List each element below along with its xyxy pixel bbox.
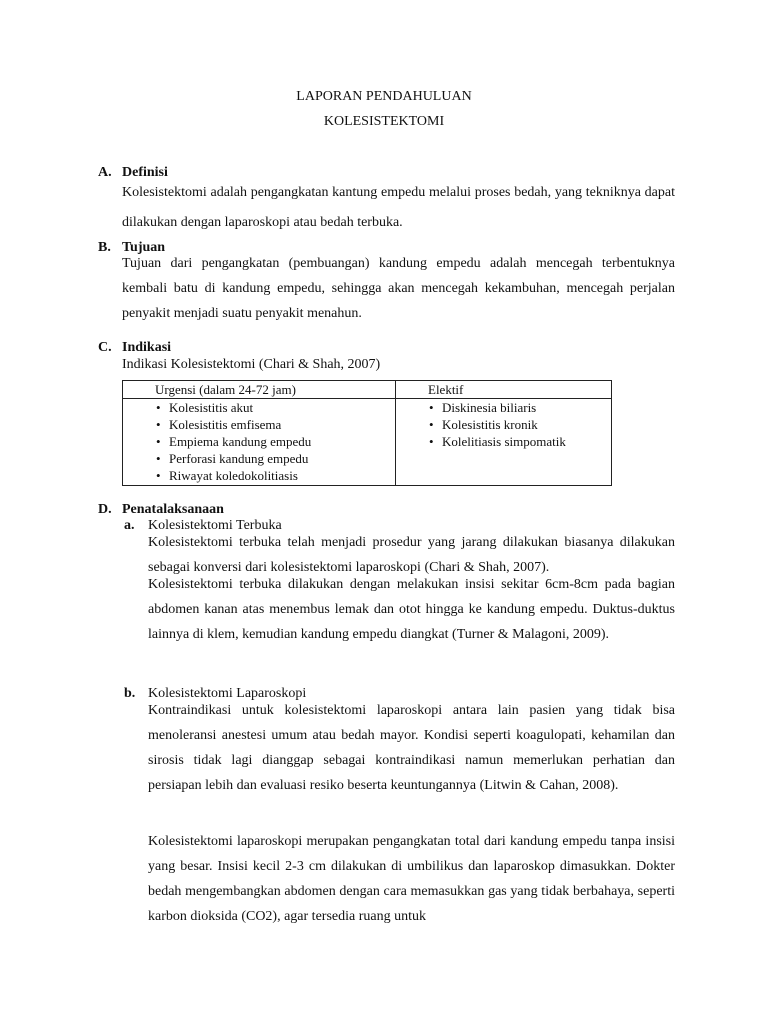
subsection-a-para2: Kolesistektomi terbuka dilakukan dengan melakukan insisi sekitar 6cm-8cm pada bagian abdomen kanan atas menembus lemak dan otot hingga ke kandung empedu. Duktus-duktus lainnya di klem, kemudian kandung empedu diangkat (Turner & Malagoni, 2009). <box>148 577 675 642</box>
list-item: • Riwayat koledokolitiasis <box>169 467 395 484</box>
subsection-b-title: Kolesistektomi Laparoskopi <box>148 686 307 701</box>
subsection-b-letter: b. <box>124 686 136 701</box>
subsection-b-para2: Kolesistektomi laparoskopi merupakan pengangkatan total dari kandung empedu tanpa insisi yang besar. Insisi kecil 2-3 cm dilakukan di umbilikus dan laparoskop dimasukkan. Dokter bedah mengembangkan abdomen dengan cara memasukkan gas yang tidak berbahaya, seperti karbon dioksida (CO2), agar tersedia ruang untuk <box>148 834 675 924</box>
table-header-row <box>123 381 612 399</box>
list-item: • Kolesistitis akut <box>169 399 395 416</box>
col-urgent-header: Urgensi (dalam 24-72 jam) <box>123 381 396 399</box>
section-b-title: Tujuan <box>122 240 166 255</box>
document-title: LAPORAN PENDAHULUAN <box>296 89 472 104</box>
subsection-a-letter: a. <box>124 518 135 533</box>
list-item: • Kolesistitis emfisema <box>169 416 395 433</box>
section-b-letter: B. <box>98 240 111 255</box>
indication-table <box>122 380 612 486</box>
section-d-title: Penatalaksanaan <box>122 502 224 517</box>
section-a-text: Kolesistektomi adalah pengangkatan kantung empedu melalui proses bedah, yang tekniknya dapat dilakukan dengan laparoskopi atau bedah terbuka. <box>122 185 675 230</box>
list-item: • Kolesistitis kronik <box>442 416 611 433</box>
urgent-cell <box>123 399 396 486</box>
elective-cell <box>396 399 612 486</box>
section-a-letter: A. <box>98 165 112 180</box>
subsection-b-para1: Kontraindikasi untuk kolesistektomi laparoskopi antara lain pasien yang tidak bisa menoleransi anestesi umum atau bedah mayor. Kondisi seperti koagulopati, kehamilan dan sirosis tidak lagi dianggap sebagai kontraindikasi namun memerlukan perhatian dan persiapan lebih dan evaluasi resiko beserta keuntungannya (Litwin & Cahan, 2008). <box>148 703 675 793</box>
section-a-title: Definisi <box>122 165 168 180</box>
list-item: • Perforasi kandung empedu <box>169 450 395 467</box>
col-elective-header: Elektif <box>396 381 612 399</box>
section-c-intro: Indikasi Kolesistektomi (Chari & Shah, 2007) <box>122 357 381 372</box>
section-d-letter: D. <box>98 502 112 517</box>
section-b-text: Tujuan dari pengangkatan (pembuangan) kandung empedu adalah mencegah terbentuknya kembali batu di kandung empedu, sehingga akan mencegah kekambuhan, mencegah perjalan penyakit menjadi suatu penyakit menahun. <box>122 256 675 321</box>
elective-list <box>402 399 611 450</box>
subsection-a-para1: Kolesistektomi terbuka telah menjadi prosedur yang jarang dilakukan biasanya dilakukan sebagai konversi dari kolesistektomi laparoskopi (Chari & Shah, 2007). <box>148 535 675 575</box>
list-item: • Diskinesia biliaris <box>442 399 611 416</box>
document-subtitle: KOLESISTEKTOMI <box>323 114 445 129</box>
table-row <box>123 399 612 486</box>
section-c-letter: C. <box>98 340 112 355</box>
list-item: • Empiema kandung empedu <box>169 433 395 450</box>
urgent-list <box>129 399 395 484</box>
list-item: • Kolelitiasis simpomatik <box>442 433 611 450</box>
subsection-a-title: Kolesistektomi Terbuka <box>148 518 282 533</box>
section-c-title: Indikasi <box>122 340 172 355</box>
